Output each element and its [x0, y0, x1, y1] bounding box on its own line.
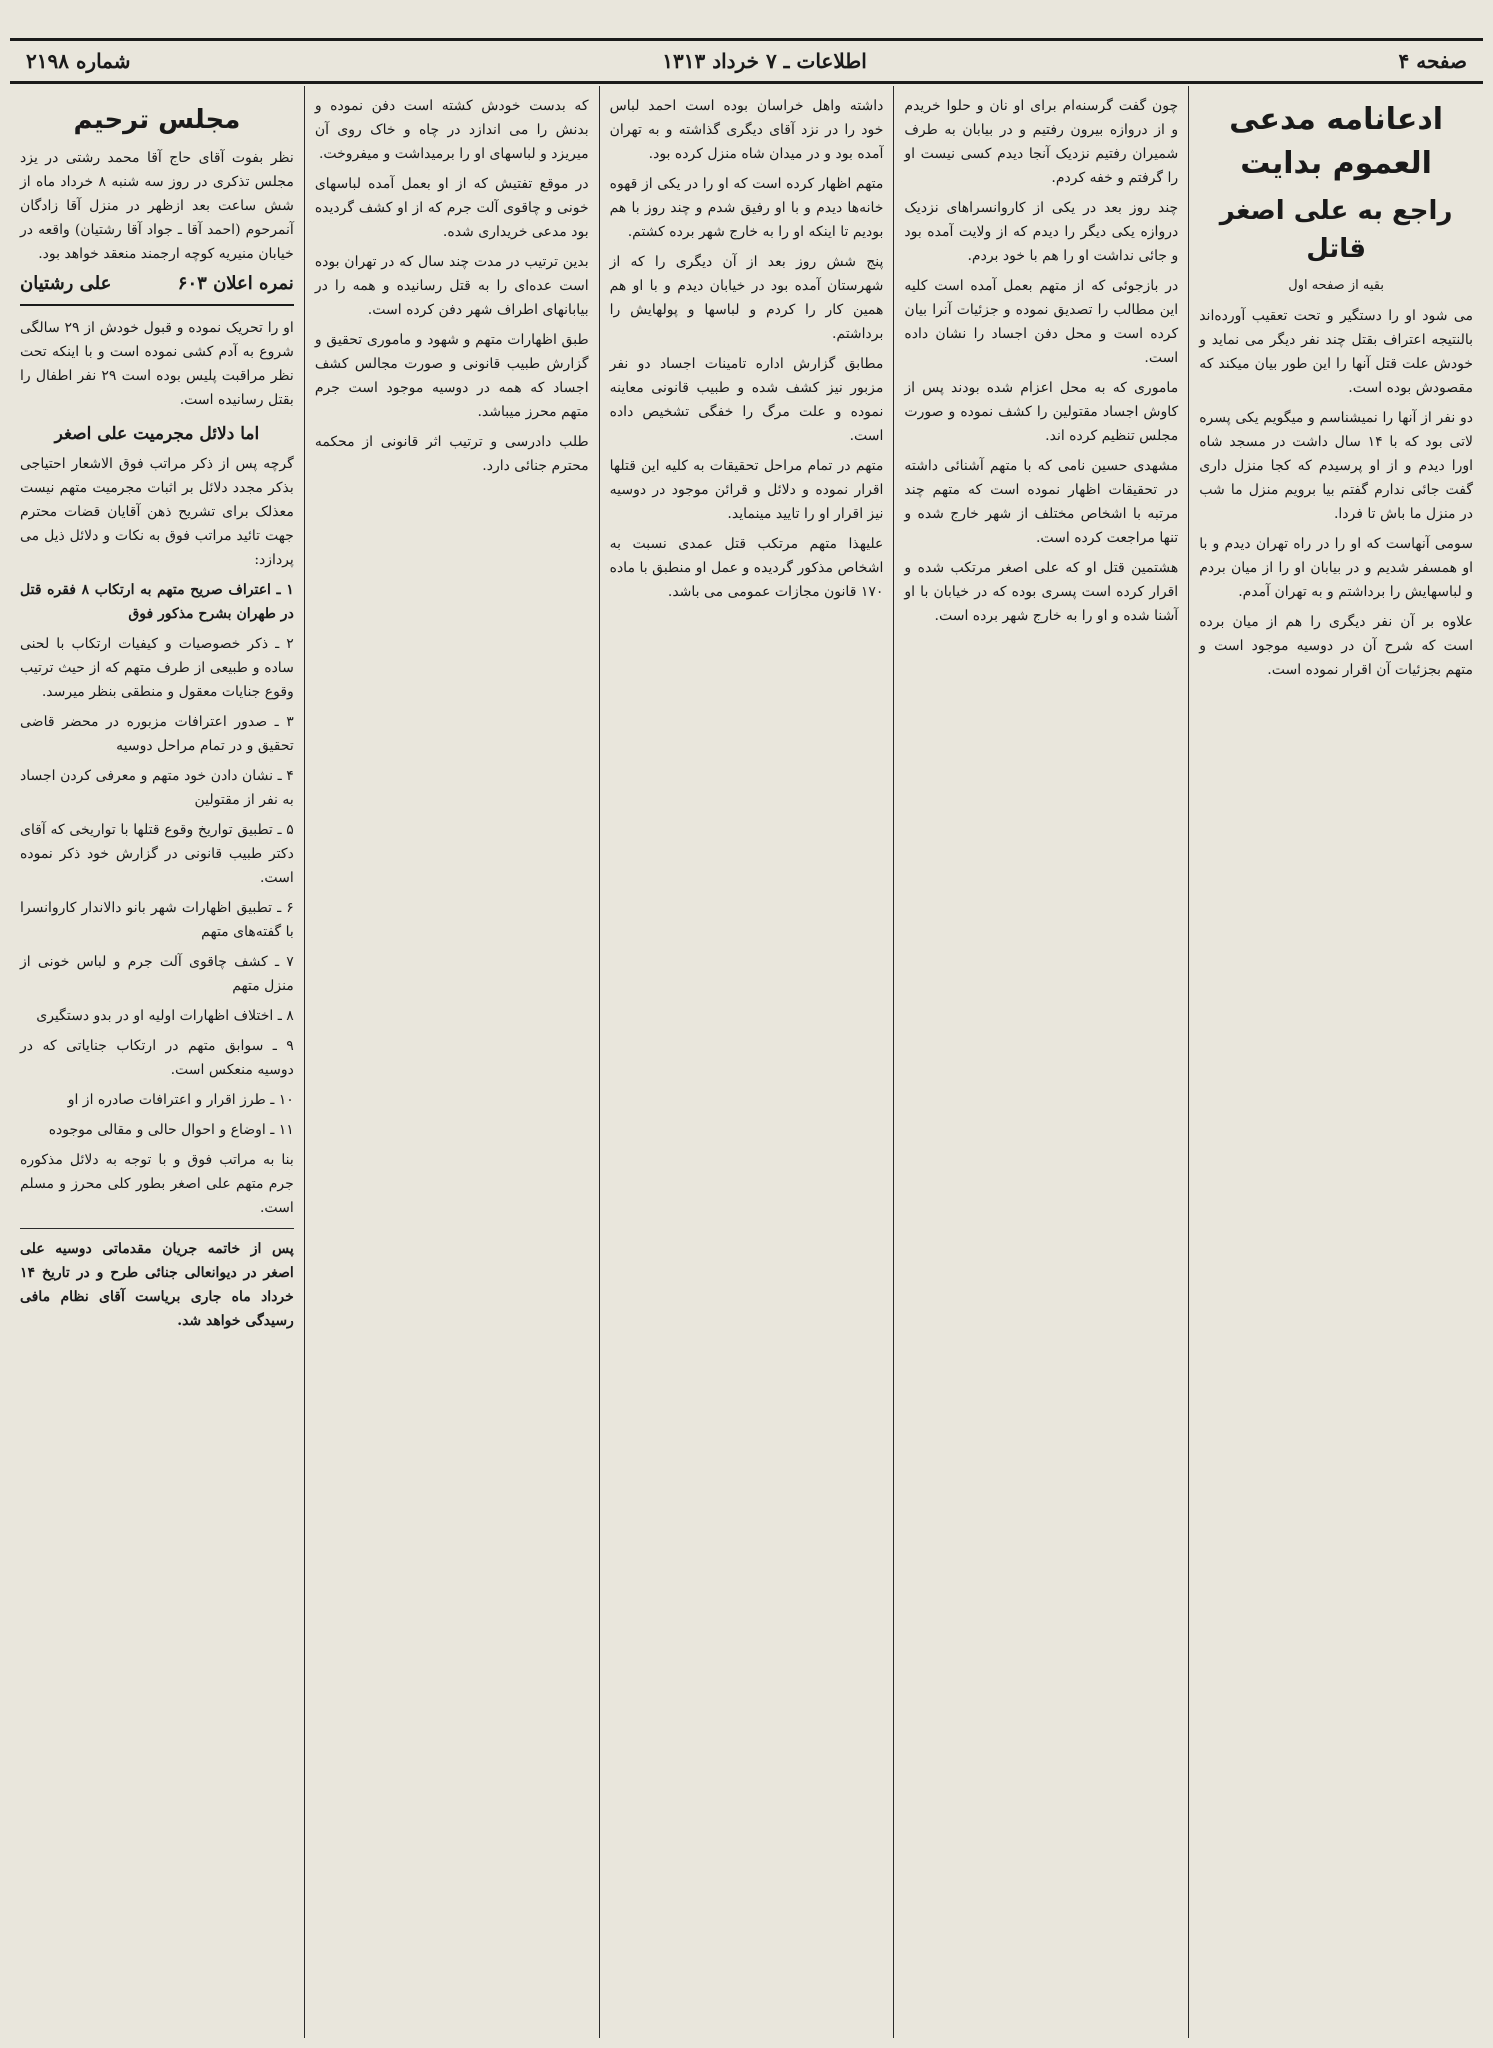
paragraph: علیهذا متهم مرتکب قتل عمدی نسبت به اشخاص مذکور گردیده و عمل او منطبق با ماده ۱۷۰ قانون مجازات عمومی می باشد.: [609, 536, 884, 600]
columns: [10, 86, 1483, 2038]
paragraph: طبق اظهارات متهم و شهود و ماموری تحقیق و گزارش طبیب قانونی و صورت مجالس کشف اجساد که همه در دوسیه موجود است جرم متهم محرز میباشد.: [314, 332, 589, 420]
paragraph: علاوه بر آن نفر دیگری را هم از میان برده است که شرح آن در دوسیه موجود است و متهم بجزئیات آن اقرار نموده است.: [1199, 614, 1473, 678]
evidence-item: ۵ ـ تطبیق تواریخ وقوع قتلها با تواریخی که آقای دکتر طبیب قانونی در گزارش خود ذکر نموده است.: [20, 822, 294, 886]
evidence-item: ۱ ـ اعتراف صریح متهم به ارتکاب ۸ فقره قتل در طهران بشرح مذکور فوق: [20, 582, 294, 622]
paragraph: هشتمین قتل او که علی اصغر مرتکب شده و اقرار کرده است پسری بوده که در خیابان با او آشنا شده و او را به خارج شهر برده است.: [904, 560, 1179, 624]
divider: [20, 1228, 294, 1229]
notice-number: نمره اعلان ۶۰۳: [177, 273, 294, 294]
memorial-notice: [20, 100, 294, 306]
paragraph: گرچه پس از ذکر مراتب فوق الاشعار احتیاجی بذکر مجدد دلائل بر اثبات مجرمیت متهم نیست معذلک برای تشریح ذهن آقایان قضات محترم جهت تائید مراتب فوق به نکات و دلائل ذیل می پردازد:: [20, 456, 294, 568]
section-title: اما دلائل مجرمیت علی اصغر: [54, 424, 260, 444]
paragraph: او را تحریک نموده و قبول خودش از ۲۹ سالگی شروع به آدم کشی نموده است و با اینکه تحت نظر مراقبت پلیس بوده است ۲۹ نفر اطفال را بقتل رسانیده است.: [20, 320, 294, 408]
article-subhead: راجع به علی اصغر قاتل: [1219, 196, 1453, 264]
page-number: صفحه ۴: [1398, 49, 1467, 73]
memorial-notice-title: مجلس ترحیم: [73, 105, 241, 135]
memorial-notice-text: نظر بفوت آقای حاج آقا محمد رشتی در یزد مجلس تذکری در روز سه شنبه ۸ خرداد ماه از شش ساعت بعد ازظهر در منزل آقا زادگان آنمرحوم (احمد آقا ـ جواد آقا رشتیان) واقعه در خیابان منیریه کوچه ارجمند منعقد خواهد بود.: [20, 150, 294, 262]
paragraph: بدین ترتیب در مدت چند سال که در تهران بوده است عده‌ای را به قتل رسانیده و همه را در بیابانهای اطراف شهر دفن کرده است.: [314, 254, 589, 318]
paragraph: داشته واهل خراسان بوده است احمد لباس خود را در نزد آقای دیگری گذاشته و به تهران آمده بود و در میدان شاه منزل کرده بود.: [609, 98, 884, 162]
page-header: [10, 38, 1483, 84]
column-3: [599, 86, 894, 2038]
evidence-item: ۶ ـ تطبیق اظهارات شهر بانو دالاندار کاروانسرا با گفته‌های متهم: [20, 900, 294, 940]
paragraph: در بازجوئی که از متهم بعمل آمده است کلیه این مطالب را تصدیق نموده و جزئیات آنرا بیان کرده است و محل دفن اجساد را نشان داده است.: [904, 278, 1179, 366]
evidence-item: ۱۰ ـ طرز اقرار و اعترافات صادره از او: [67, 1092, 294, 1108]
column-4: [304, 86, 599, 2038]
paragraph: در موقع تفتیش که از او بعمل آمده لباسهای خونی و چاقوی آلت جرم که از او کشف گردیده بود مدعی خریداری شده.: [314, 176, 589, 240]
paragraph: مشهدی حسین نامی که با متهم آشنائی داشته در تحقیقات اظهار نموده است که متهم چند مرتبه با اشخاص مختلف از شهر خارج شده و تنها مراجعت کرده است.: [904, 458, 1179, 546]
column-5: [10, 86, 304, 2038]
paragraph: بنا به مراتب فوق و با توجه به دلائل مذکوره جرم متهم علی اصغر بطور کلی محرز و مسلم است.: [20, 1152, 294, 1216]
evidence-item: ۹ ـ سوابق متهم در ارتکاب جنایاتی که در دوسیه منعکس است.: [20, 1038, 294, 1078]
paragraph: طلب دادرسی و ترتیب اثر قانونی از محکمه محترم جنائی دارد.: [314, 434, 589, 474]
paragraph: متهم در تمام مراحل تحقیقات به کلیه این قتلها اقرار نموده و دلائل و قرائن موجود در دوسیه نیز اقرار او را تایید مینماید.: [609, 458, 884, 522]
column-2: [893, 86, 1188, 2038]
evidence-item: ۷ ـ کشف چاقوی آلت جرم و لباس خونی از منزل متهم: [20, 954, 294, 994]
issue-number: شماره ۲۱۹۸: [26, 49, 131, 73]
paragraph: چون گفت گرسنه‌ام برای او نان و حلوا خریدم و از دروازه بیرون رفتیم و در بیابان به طرف شمیران رفتیم نزدیک آنجا دیدم کسی نیست او را گرفتم و خفه کردم.: [904, 98, 1179, 186]
column-1: [1188, 86, 1483, 2038]
paragraph: پنج شش روز بعد از آن دیگری را که از شهرستان آمده بود در خیابان دیدم و با او هم همین کار را کردم و لباسها و پولهایش را برداشتم.: [609, 254, 884, 342]
evidence-item: ۱۱ ـ اوضاع و احوال حالی و مقالی موجوده: [48, 1122, 294, 1138]
issue-date: اطلاعات ـ ۷ خرداد ۱۳۱۳: [662, 49, 867, 73]
memorial-notice-signature: [20, 272, 294, 296]
paragraph: ماموری که به محل اعزام شده بودند پس از کاوش اجساد مقتولین را کشف نموده و صورت مجلس تنظیم کرده اند.: [904, 380, 1179, 444]
evidence-item: ۸ ـ اختلاف اظهارات اولیه او در بدو دستگیری: [36, 1008, 294, 1024]
paragraph: چند روز بعد در یکی از کاروانسراهای نزدیک دروازه یکی دیگر را دیدم که از ولایت آمده بود و جائی نداشت او را هم با خود بردم.: [904, 200, 1179, 264]
paragraph: پس از خاتمه جریان مقدماتی دوسیه علی اصغر در دیوانعالی جنائی طرح و در تاریخ ۱۴ خرداد ماه جاری بریاست آقای نظام مافی رسیدگی خواهد شد.: [20, 1241, 294, 1329]
notice-signer: علی رشتیان: [20, 273, 112, 294]
evidence-item: ۳ ـ صدور اعترافات مزبوره در محضر قاضی تحقیق و در تمام مراحل دوسیه: [20, 714, 294, 754]
newspaper-page: [10, 10, 1483, 2038]
paragraph: می شود او را دستگیر و تحت تعقیب آورده‌اند بالنتیجه اعتراف بقتل چند نفر دیگر می نماید و خودش علت قتل آنها را این طور بیان میکند که مقصودش بوده است.: [1199, 308, 1473, 396]
evidence-item: ۲ ـ ذکر خصوصیات و کیفیات ارتکاب با لحنی ساده و طبیعی از طرف متهم که از حیث ترتیب وقوع جنایات معقول و منطقی بنظر میرسد.: [20, 636, 294, 700]
paragraph: دو نفر از آنها را نمیشناسم و میگویم یکی پسره لاتی بود که با ۱۴ سال داشت در مسجد شاه اورا دیدم و از او پرسیدم که کجا منزل داری گفت جائی ندارم گفتم بیا برویم منزل ما شب در منزل ما باش تا فردا.: [1199, 410, 1473, 522]
paragraph: متهم اظهار کرده است که او را در یکی از قهوه خانه‌ها دیدم و با او رفیق شدم و چند روز با هم بودیم تا اینکه او را به خارج شهر برده کشتم.: [609, 176, 884, 240]
paragraph: مطابق گزارش اداره تامینات اجساد دو نفر مزبور نیز کشف شده و طبیب قانونی معاینه نموده و علت مرگ را خفگی تشخیص داده است.: [609, 356, 884, 444]
continuation-note: بقیه از صفحه اول: [1288, 278, 1384, 293]
paragraph: که بدست خودش کشته است دفن نموده و بدنش را می اندازد در چاه و خاک روی آن میریزد و لباسهای او را برمیداشت و میفروخت.: [314, 98, 589, 162]
article-headline: ادعانامه مدعی العموم بدایت: [1229, 102, 1444, 181]
paragraph: سومی آنهاست که او را در راه تهران دیدم و با او همسفر شدیم و در بیابان او را از میان بردم و لباسهایش را برداشتم و به تهران آمدم.: [1199, 536, 1473, 600]
evidence-item: ۴ ـ نشان دادن خود متهم و معرفی کردن اجساد به نفر از مقتولین: [20, 768, 294, 808]
